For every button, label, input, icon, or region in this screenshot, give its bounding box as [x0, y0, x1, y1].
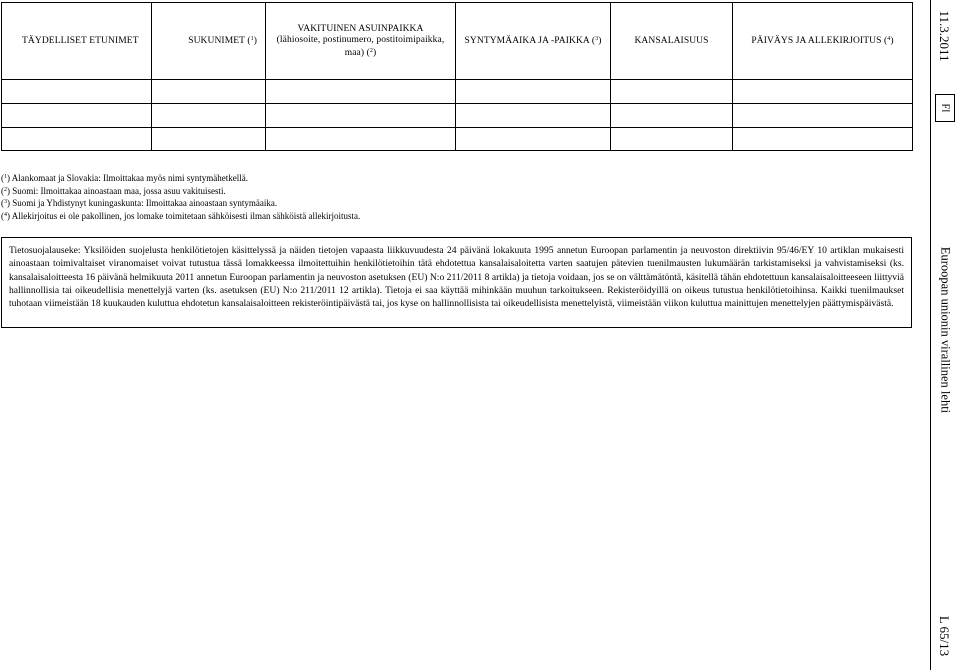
- cell-residence[interactable]: [266, 80, 456, 104]
- header-birth-date-place: SYNTYMÄAIKA JA -PAIKKA ($^3$): [456, 3, 611, 80]
- form-header-row: [2, 3, 913, 80]
- journal-title: Euroopan unionin virallinen lehti: [938, 246, 953, 414]
- footnotes: [1, 172, 360, 223]
- cell-signature[interactable]: [733, 80, 913, 104]
- header-date-signature: PÄIVÄYS JA ALLEKIRJOITUS ($^4$): [733, 3, 913, 80]
- form-entry-row: [2, 128, 913, 151]
- journal-date: 11.3.2011: [937, 10, 952, 62]
- footnote: ($^4$) Allekirjoitus ei ole pakollinen, jos lomake toimitetaan sähköisesti ilman sähköistä allekirjoitusta.: [1, 211, 361, 222]
- form-entry-row: [2, 104, 913, 128]
- header-permanent-residence: VAKITUINEN ASUINPAIKKA (lähiosoite, postinumero, postitoimipaikka, maa) ($^2$): [266, 3, 456, 80]
- header-full-first-names: TÄYDELLISET ETUNIMET: [2, 3, 152, 80]
- cell-first-names[interactable]: [2, 80, 152, 104]
- privacy-notice: Tietosuojalauseke: Yksilöiden suojelusta henkilötietojen käsittelyssä ja näiden tietojen vapaasta liikkuvuudesta 24 päivänä lokakuuta 1995 annetun Euroopan parlamentin ja neuvoston direktiivin 95/46/EY 10 artiklan mukaisesti ainoastaan toimivaltaiset viranomaiset voivat tutustua tässä lomakkeessa ilmoitettuihin henkilötietoihin tätä ehdotettua kansalaisaloitetta varten saatujen pätevien tuenilmausten lukumäärän tarkistamiseksi ja vahvistamiseksi (ks. kansalaisaloitteesta 16 päivänä helmikuuta 2011 annetun Euroopan parlamentin ja neuvoston asetuksen (EU) N:o 211/2011 8 artikla) ja tietoja voidaan, jos se on välttämätöntä, käsitellä tähän ehdotettuun kansalaisaloitteeseen liittyviä hallinnollisia tai oikeudellisia menettelyjä varten (ks. asetuksen (EU) N:o 211/2011 12 artikla). Tietoja ei saa käyttää mihinkään muuhun tarkoitukseen. Rekisteröidyillä on oikeus tutustua henkilötietoihinsa. Kaikki tuenilmaukset tuhotaan viimeistään 18 kuukauden kuluttua ehdotetun kansalaisaloitteen rekisteröintipäivästä tai, jos kyse on hallinnollisista tai oikeudellisista menettelyistä, viimeistään viikon kuluttua mainittujen menettelyjen päättymispäivästä.: [1, 237, 912, 328]
- language-code: FI: [939, 103, 951, 113]
- cell-signature[interactable]: [733, 128, 913, 151]
- cell-nationality[interactable]: [611, 128, 733, 151]
- cell-surnames[interactable]: [152, 128, 266, 151]
- cell-surnames[interactable]: [152, 80, 266, 104]
- cell-birth[interactable]: [456, 104, 611, 128]
- cell-birth[interactable]: [456, 80, 611, 104]
- cell-residence[interactable]: [266, 128, 456, 151]
- cell-nationality[interactable]: [611, 80, 733, 104]
- margin-divider: [930, 0, 931, 670]
- cell-surnames[interactable]: [152, 104, 266, 128]
- footnote: ($^1$) Alankomaat ja Slovakia: Ilmoittakaa myös nimi syntymähetkellä.: [1, 173, 248, 183]
- footnote: ($^3$) Suomi ja Yhdistynyt kuningaskunta: Ilmoittakaa ainoastaan syntymäaika.: [1, 198, 278, 209]
- header-surnames: SUKUNIMET ($^1$): [152, 3, 266, 80]
- cell-birth[interactable]: [456, 128, 611, 151]
- cell-residence[interactable]: [266, 104, 456, 128]
- cell-first-names[interactable]: [2, 104, 152, 128]
- header-nationality: KANSALAISUUS: [611, 3, 733, 80]
- footnote: ($^2$) Suomi: Ilmoittakaa ainoastaan maa, jossa asuu vakituisesti.: [1, 185, 226, 196]
- cell-first-names[interactable]: [2, 128, 152, 151]
- cell-nationality[interactable]: [611, 104, 733, 128]
- cell-signature[interactable]: [733, 104, 913, 128]
- form-entry-row: [2, 80, 913, 104]
- signature-form-table: [1, 2, 913, 151]
- page-reference: L 65/13: [937, 615, 952, 657]
